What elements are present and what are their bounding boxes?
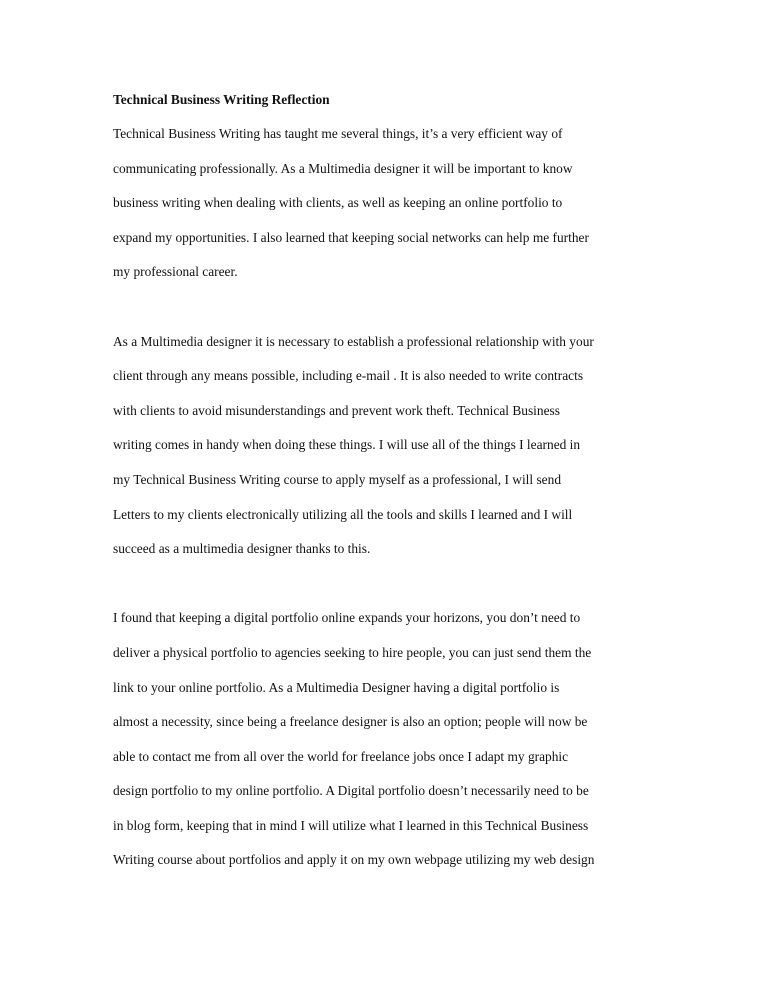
paragraph-line: link to your online portfolio. As a Multimedia Designer having a digital portfolio is [113, 679, 560, 695]
paragraph-line: my Technical Business Writing course to apply myself as a professional, I will send [113, 471, 562, 487]
paragraph-line: expand my opportunities. I also learned that keeping social networks can help me further [113, 229, 589, 245]
paragraph-line: succeed as a multimedia designer thanks to this. [113, 541, 371, 557]
paragraph-spacer [113, 567, 673, 602]
paragraph-line: with clients to avoid misunderstandings and prevent work theft. Technical Business [113, 402, 560, 418]
paragraph-line: writing comes in handy when doing these things. I will use all of the things I learned in [113, 437, 581, 453]
paragraph-1 [113, 117, 673, 290]
paragraph-line: in blog form, keeping that in mind I will utilize what I learned in this Technical Business [113, 817, 589, 833]
paragraph-line: Letters to my clients electronically utilizing all the tools and skills I learned and I will [113, 506, 573, 522]
document-body [113, 90, 673, 878]
document-title: Technical Business Writing Reflection [113, 92, 330, 107]
paragraph-line: Technical Business Writing has taught me several things, it’s a very efficient way of [113, 126, 563, 141]
paragraph-line: Writing course about portfolios and apply it on my own webpage utilizing my web design [113, 852, 595, 868]
paragraph-line: my professional career. [113, 264, 238, 280]
paragraph-line: design portfolio to my online portfolio. A Digital portfolio doesn’t necessarily need to be [113, 783, 589, 799]
paragraph-line: able to contact me from all over the world for freelance jobs once I adapt my graphic [113, 748, 569, 764]
paragraph-line: business writing when dealing with clients, as well as keeping an online portfolio to [113, 195, 563, 211]
paragraph-3 [113, 601, 673, 878]
paragraph-2 [113, 325, 673, 567]
paragraph-line: I found that keeping a digital portfolio online expands your horizons, you don’t need to [113, 610, 581, 626]
paragraph-line: deliver a physical portfolio to agencies seeking to hire people, you can just send them the [113, 644, 592, 660]
paragraph-line: almost a necessity, since being a freelance designer is also an option; people will now be [113, 714, 588, 730]
paragraph-spacer [113, 290, 673, 325]
paragraph-line: As a Multimedia designer it is necessary to establish a professional relationship with your [113, 333, 594, 349]
paragraph-line: communicating professionally. As a Multimedia designer it will be important to know [113, 160, 573, 176]
paragraph-line: client through any means possible, including e-mail . It is also needed to write contracts [113, 368, 584, 384]
